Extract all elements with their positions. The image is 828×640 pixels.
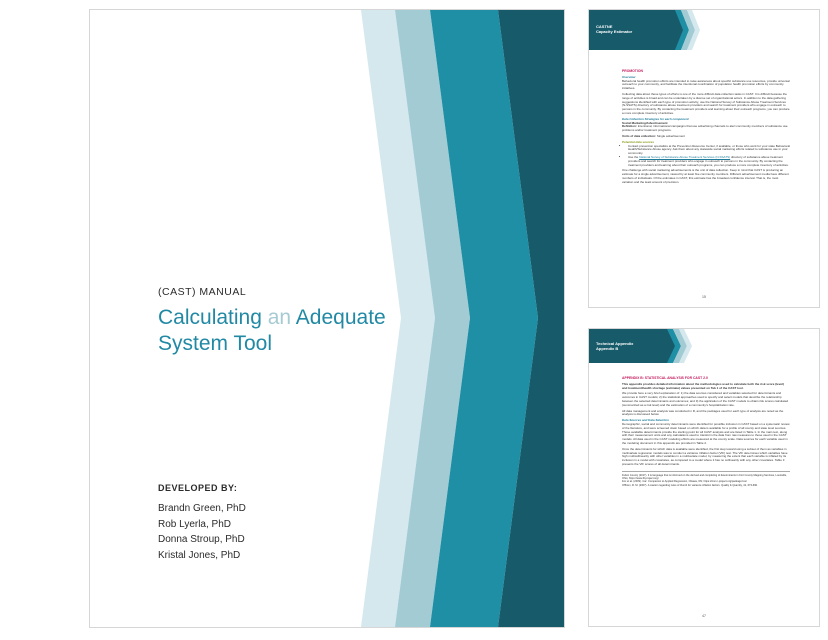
nssats-link[interactable]: National Survey of Substance Abuse Treatment Services (N-SSATS) xyxy=(639,154,731,159)
data-sources-paragraph: Demographic, social and community determinants were identified for possible inclusion in CAST based on a systematic review of the literature, and were screened down based on which data is available for a profile of all county and state level sources. Those available determinants provide the starting point for all CAST analysis and are listed in Table 1. In the main text, along with their measurement units and any calculations used to transform the data from raw measures to those used in the CAST models. All data used in the CAST modeling efforts are measured at the county scale. Data sources for each variable used in the modeling document in this appendix are provided in Table 2. xyxy=(622,421,790,445)
section-title: PROMOTION xyxy=(622,69,643,73)
author-name: Donna Stroup, PhD xyxy=(158,534,245,545)
data-sources-heading: Data Sources and Data Selection xyxy=(622,418,669,423)
vif-paragraph: Once the determinants for which data is available were identified, the first step toward using a subset of them as variables in multivariate regression models was to conduct a variance inflation factor (VIF) test. The VIF determines which variables have high multicollinearity with other variables in a multivariate model, by measuring the extent that each variable is inflated by its inclusion in a model with covariates, as compared to a model where it has no collinearity with any other covariates. Table 3 presents the VIF scores of all determinants. xyxy=(622,446,788,466)
page-body xyxy=(622,377,790,487)
sources-list xyxy=(622,145,790,168)
definition-line xyxy=(622,125,790,133)
page-body xyxy=(622,70,790,187)
definition-label: Definition: xyxy=(622,124,637,129)
cover-title-word-adequate: Adequate xyxy=(295,306,386,329)
author-name: Rob Lyerla, PhD xyxy=(158,518,231,530)
cover-title-word-calculating: Calculating xyxy=(158,306,262,329)
list-item: • Contact prevention specialists at the Prevention Resource Center, if available, or those who work for your state Behavioral Health/Substance Abuse agency. Ask them about any statewide social marketing efforts related to substance use in your community. xyxy=(628,145,790,156)
collecting-paragraph: Collecting data about these types of efforts is one of the more difficult data collection tasks in CAST. It is difficult because the range of activities is broad and can be undertaken by a diverse set of organizational actors. In addition to the data gathering suggestions identified with each type of promotion activity, use the National Survey of Substance Abuse Treatment Services (N-SSATS) directory of substance abuse treatment providers and search for treatment providers who engage in outreach to persons in the community. By contacting the treatment providers and learning about their outreach programs, you can produce a more complete inventory of activities. xyxy=(622,91,790,115)
author-list xyxy=(158,501,246,563)
page-thumbnail-appendix[interactable] xyxy=(588,328,820,627)
page-thumbnail-promotion[interactable] xyxy=(588,9,820,308)
author-name: Brandn Green, PhD xyxy=(158,503,246,514)
section-title: APPENDIX B: STATISTICAL ANALYSIS FOR CAST 2.0 xyxy=(622,376,708,380)
developed-by-label: DEVELOPED BY: xyxy=(158,483,238,493)
page-number: 47 xyxy=(702,614,706,618)
page-header-text xyxy=(596,24,632,34)
units-line xyxy=(622,135,790,139)
units-text: Single advertisement xyxy=(656,133,685,138)
page-number: 15 xyxy=(702,295,706,299)
intro-paragraph-3: All data management and analysis was conducted in R, and the packages used for each type of analysis are noted as the analysis is discussed below. xyxy=(622,408,784,417)
strategies-heading: Data Collection Strategies for each component xyxy=(622,116,689,121)
page-header-text xyxy=(596,341,633,351)
cover-page xyxy=(89,9,565,628)
cover-title-line2: System Tool xyxy=(158,332,272,355)
footnotes xyxy=(622,471,790,487)
header-line-1: Technical Appendix xyxy=(596,341,634,346)
header-line-2: Appendix B xyxy=(596,346,619,351)
social-marketing-label: Social Marketing/Advertisement xyxy=(622,120,668,125)
list-item xyxy=(628,156,790,167)
intro-paragraph: This appendix provides detailed information about the methodologies used to calculate both the risk score (level) and treatment/health shortage (estimate) values presented on Tab 1 of the CAST tool. xyxy=(622,381,784,390)
cover-title xyxy=(158,305,418,357)
footnote: O'Brien, R. M. (2007). A caution regarding rules of thumb for variance inflation factors. Quality & Quantity, 41, 673-690. xyxy=(622,483,758,487)
intro-paragraph-2: We provide here a very brief explanation of: 1) the data sources considered and variables selected for determinants and outcomes in CAST models; 2) the statistical approaches used to specify and select models that describe the relationship between the selected determinants and outcomes; and 3) the application of the CAST models to obtain risk scores calculated (summarized as a risk level) and the estimation of a community's hospitalization rate. xyxy=(622,391,789,407)
author-name: Kristal Jones, PhD xyxy=(158,549,241,561)
header-line-2: Capacity Estimator xyxy=(596,29,633,34)
bullet2-suffix: directory of substance abuse treatment providers and search for treatment providers who engage in outreach to persons in the community. By contacting the treatment providers and learning about their outreach programs, you can produce a more complete inventory of activities. xyxy=(628,154,789,167)
potential-sources-heading: Potential data sources xyxy=(622,139,655,144)
cover-subtitle: (CAST) MANUAL xyxy=(158,286,247,298)
header-line-1: CASTNE xyxy=(596,24,613,29)
units-label: Units of data collection: xyxy=(622,133,657,138)
definition-text: Intentional, informational campaigns that use advertising channels to alert community members of substance use problems and/or treatment programs. xyxy=(622,124,788,133)
closing-paragraph: One challenge with social marketing advertisements is the unit of data collection. Keep in mind that CAST is producing an estimate for a single advertisement, viewed by at least five community members. Different advertisement media have different numbers of individuals. Of the estimates in CAST, this estimate has the broadest confidence interval. That is, the most variation and the least amount of precision. xyxy=(622,168,789,184)
footnote: Fox et al. (2009). Car: Companion to Applied Regression, Ottawa, ON; https://cran.r-project.org/package=car xyxy=(622,480,747,484)
bullet2-prefix: Use the xyxy=(628,154,639,159)
overview-heading: Overview xyxy=(622,74,636,79)
overview-paragraph: Behavioral health promotion efforts are intended to raise awareness about specific substance use resources, provide universal outreach to your community, and facilitate the intentional coordination of population health promotion efforts by community initiatives. xyxy=(622,78,790,91)
cover-title-word-an: an xyxy=(267,306,292,329)
footnote: Fulton County (2017). It is language that is informed on the derived and completing of determinants in Fort County Mapping Services, Louisville, Ohio; https://www.R-project.org/ xyxy=(622,473,787,481)
